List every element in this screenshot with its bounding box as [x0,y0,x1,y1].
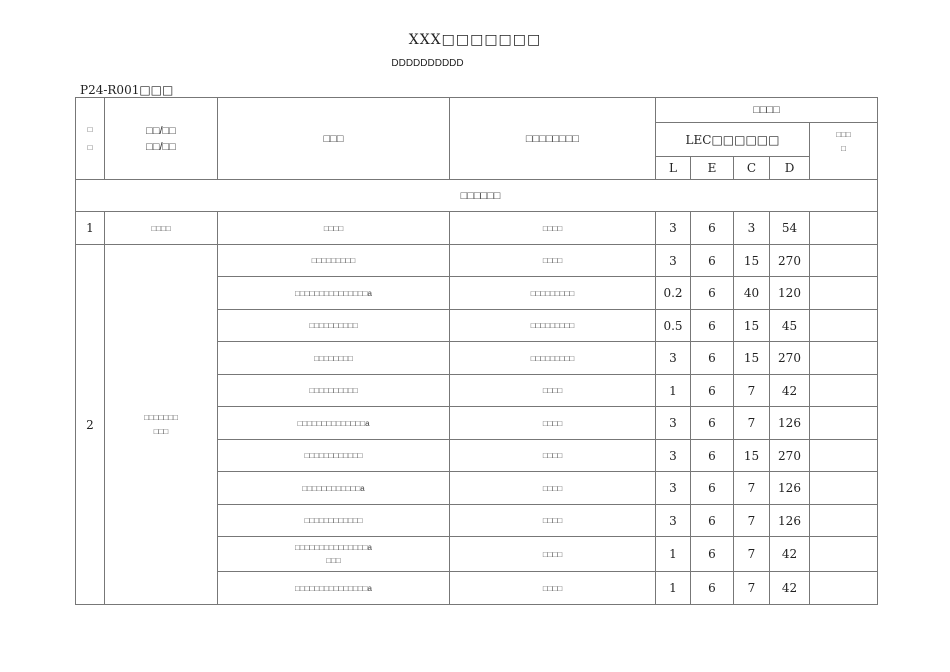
row-l-value: 0.5 [656,310,691,342]
row-c-value: 15 [734,245,770,277]
row-number: 1 [76,212,105,245]
row-hazard [218,472,450,505]
header-e: E [691,157,734,180]
header-consequence: □□□□□□□□ [450,98,656,180]
row-hazard-text: □□□□□□□□□□□□□□□a [295,288,372,298]
table-row [76,212,878,245]
row-level [810,375,878,407]
row-level [810,472,878,505]
row-e-value: 6 [691,277,734,310]
row-hazard [218,277,450,310]
row-hazard [218,537,450,572]
row-level [810,212,878,245]
row-c-value: 7 [734,572,770,605]
row-hazard-text: □□□□□□□□□□ [309,386,358,395]
row-level [810,440,878,472]
row-consequence: □□□□ [450,472,656,505]
row-consequence: □□□□ [450,212,656,245]
document-subtitle: DDDDDDDDDD [391,58,464,69]
row-consequence: □□□□ [450,537,656,572]
row-level [810,537,878,572]
row-c-value: 15 [734,342,770,375]
header-hazard: □□□ [218,98,450,180]
row-consequence: □□□□ [450,407,656,440]
row-d-value: 270 [770,342,810,375]
row-hazard-text: □□□□□□□□□□□□□□□a □□□ [295,543,372,565]
row-l-value: 1 [656,375,691,407]
row-d-value: 270 [770,440,810,472]
row-number: 2 [76,245,105,605]
row-c-value: 7 [734,505,770,537]
row-hazard-text: □□□□□□□□□□□□ [304,516,363,525]
row-d-value: 270 [770,245,810,277]
row-e-value: 6 [691,537,734,572]
row-c-value: 3 [734,212,770,245]
row-e-value: 6 [691,505,734,537]
row-hazard [218,505,450,537]
row-hazard [218,440,450,472]
row-level [810,342,878,375]
row-area-text: □□□□□□□ □□□ [144,412,178,436]
row-hazard [218,245,450,277]
row-hazard-text: □□□□□□□□□□□□a [302,483,365,493]
row-consequence: □□□□ [450,572,656,605]
row-d-value: 45 [770,310,810,342]
row-d-value: 120 [770,277,810,310]
row-level [810,245,878,277]
row-l-value: 3 [656,440,691,472]
row-hazard-text: □□□□□□□□□ [311,256,356,265]
row-hazard [218,375,450,407]
row-e-value: 6 [691,342,734,375]
row-e-value: 6 [691,407,734,440]
row-hazard-text: □□□□ [323,223,344,233]
row-e-value: 6 [691,212,734,245]
row-c-value: 40 [734,277,770,310]
row-c-value: 15 [734,310,770,342]
row-hazard-text: □□□□□□□□□□□□ [304,451,363,460]
row-l-value: 3 [656,342,691,375]
row-l-value: 3 [656,212,691,245]
header-c: C [734,157,770,180]
row-level [810,505,878,537]
header-no: □ □ [76,98,105,180]
row-e-value: 6 [691,472,734,505]
row-l-value: 1 [656,537,691,572]
row-consequence: □□□□ [450,245,656,277]
row-consequence: □□□□□□□□□ [450,342,656,375]
header-evaluation-group: □□□□ [656,98,878,123]
row-c-value: 7 [734,472,770,505]
form-code: P24-R001□□□ [80,83,174,97]
row-level [810,310,878,342]
row-hazard-text: □□□□□□□□□□ [309,321,358,330]
row-e-value: 6 [691,245,734,277]
header-d: D [770,157,810,180]
row-c-value: 7 [734,375,770,407]
hazard-evaluation-table [75,97,878,605]
row-e-value: 6 [691,310,734,342]
row-hazard-text: □□□□□□□□□□□□□□a [297,418,370,428]
header-area: □□/□□ □□/□□ [105,98,218,180]
row-l-value: 0.2 [656,277,691,310]
row-hazard-text: □□□□□□□□ [314,353,353,363]
row-e-value: 6 [691,375,734,407]
row-d-value: 42 [770,537,810,572]
row-d-value: 126 [770,407,810,440]
row-area [105,245,218,605]
row-l-value: 3 [656,245,691,277]
row-consequence: □□□□ [450,505,656,537]
row-d-value: 126 [770,505,810,537]
row-hazard [218,310,450,342]
row-d-value: 42 [770,375,810,407]
row-d-value: 126 [770,472,810,505]
row-hazard [218,342,450,375]
row-e-value: 6 [691,572,734,605]
header-lec-group: LEC□□□□□□ [656,123,810,157]
row-d-value: 54 [770,212,810,245]
row-level [810,572,878,605]
document-title: XXX□□□□□□□ [408,32,542,48]
table-row [76,245,878,277]
row-hazard-text: □□□□□□□□□□□□□□□a [295,583,372,593]
row-level [810,407,878,440]
row-l-value: 3 [656,505,691,537]
row-l-value: 3 [656,407,691,440]
row-area: □□□□ [105,212,218,245]
row-hazard [218,407,450,440]
row-e-value: 6 [691,440,734,472]
row-consequence: □□□□ [450,375,656,407]
row-consequence: □□□□□□□□□ [450,277,656,310]
row-l-value: 1 [656,572,691,605]
row-level [810,277,878,310]
row-c-value: 7 [734,537,770,572]
header-level: □□□ □ [810,123,878,180]
header-l: L [656,157,691,180]
row-consequence: □□□□□□□□□ [450,310,656,342]
row-c-value: 15 [734,440,770,472]
row-hazard [218,572,450,605]
row-hazard [218,212,450,245]
row-c-value: 7 [734,407,770,440]
section-label: □□□□□□ [76,180,878,212]
row-l-value: 3 [656,472,691,505]
row-consequence: □□□□ [450,440,656,472]
row-d-value: 42 [770,572,810,605]
